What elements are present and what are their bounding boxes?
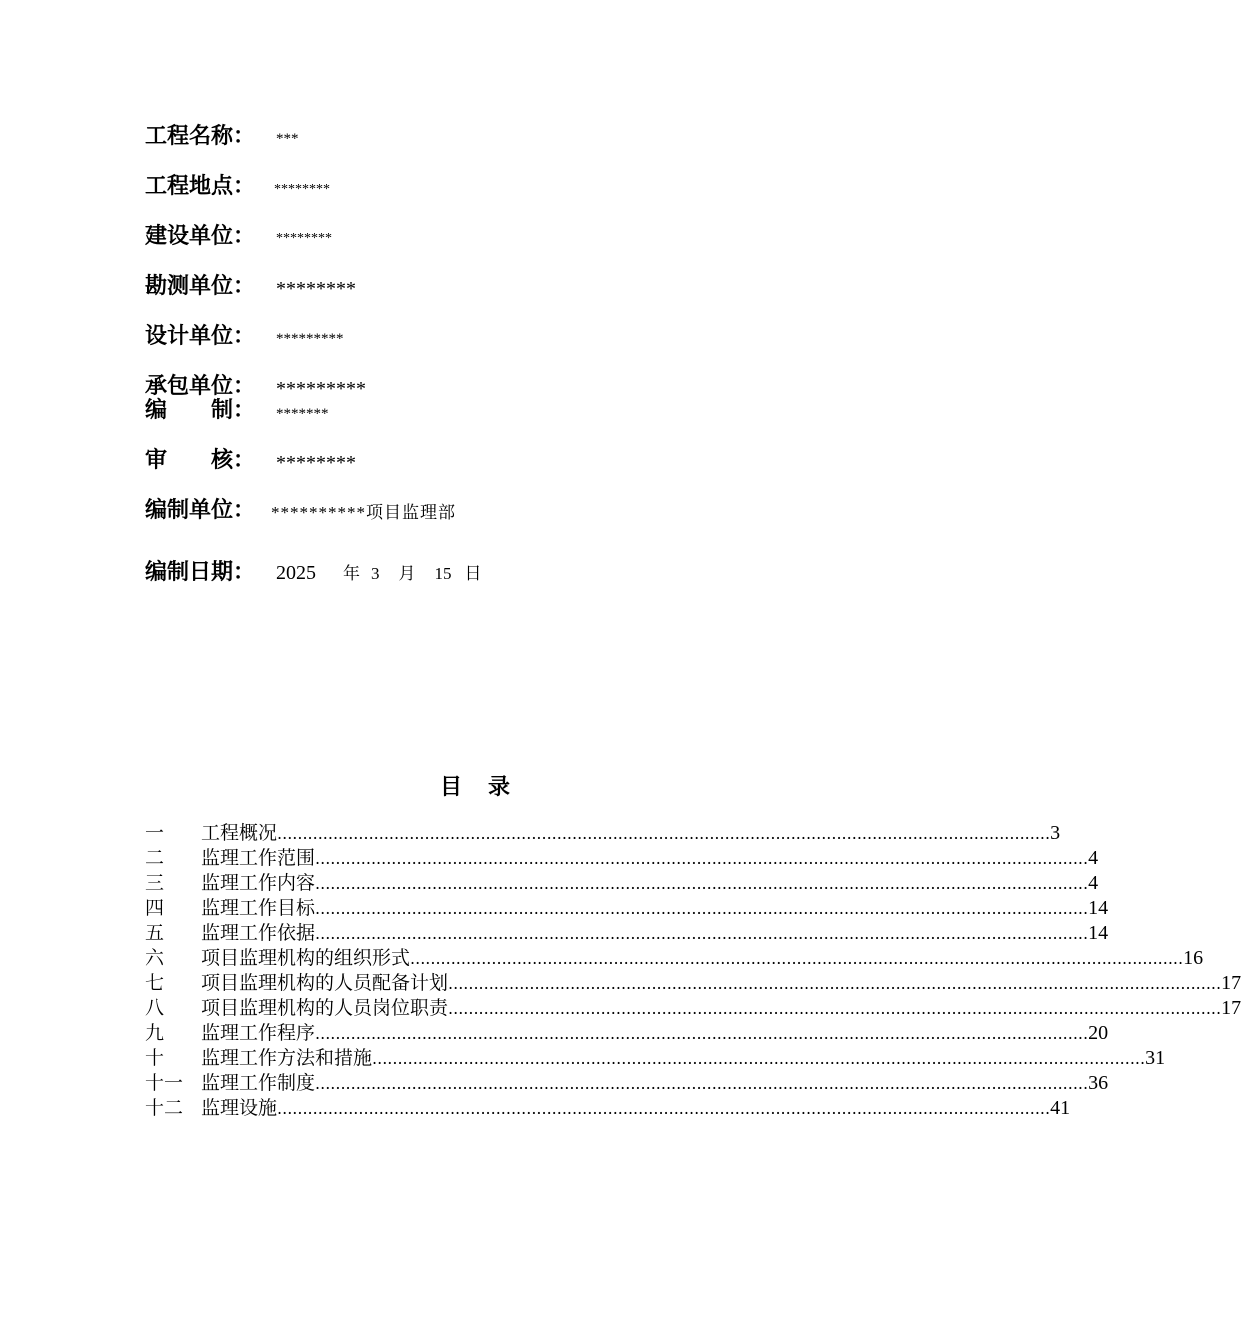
toc-item-number: 五	[145, 922, 165, 944]
toc-item-page: 16	[1183, 947, 1204, 969]
project-name-label: 工程名称：	[145, 124, 256, 149]
contractor-value: *********	[276, 378, 366, 400]
compile-date-label: 编制日期：	[145, 560, 256, 585]
date-day-unit: 日	[464, 564, 482, 583]
toc-item-page: 4	[1088, 872, 1099, 894]
toc-item-page: 20	[1088, 1022, 1109, 1044]
survey-unit-label: 勘测单位：	[145, 274, 256, 299]
toc-leader-dots: ........................................................................................................................................................	[315, 1074, 1089, 1093]
toc-item[interactable]	[145, 846, 1099, 871]
toc-item[interactable]	[145, 821, 1061, 846]
toc-leader-dots: ........................................................................................................................................................	[410, 949, 1184, 968]
toc-item[interactable]	[145, 996, 1241, 1021]
toc-item-page: 31	[1145, 1047, 1166, 1069]
toc-item-page: 17	[1221, 972, 1241, 994]
toc-item[interactable]	[145, 1046, 1166, 1071]
toc-item-title: 监理工作方法和措施	[201, 1047, 373, 1069]
project-location-value: ********	[274, 182, 330, 197]
client-label: 建设单位：	[145, 224, 256, 249]
toc-leader-dots: ........................................................................................................................................................	[315, 899, 1089, 918]
date-day: 15	[434, 564, 452, 583]
toc-item-page: 3	[1050, 822, 1061, 844]
date-month-unit: 月	[398, 564, 416, 583]
toc-leader-dots: ........................................................................................................................................................	[315, 924, 1089, 943]
toc-item[interactable]	[145, 1071, 1109, 1096]
toc-item-title: 项目监理机构的人员岗位职责	[201, 997, 449, 1019]
project-location-label: 工程地点：	[145, 174, 256, 199]
compile-date-value	[276, 560, 482, 587]
toc-item-page: 14	[1088, 897, 1109, 919]
toc-list	[145, 821, 1241, 1121]
toc-item-number: 六	[145, 947, 165, 969]
toc-title: 目录	[439, 774, 536, 800]
toc-item[interactable]	[145, 1096, 1071, 1121]
toc-item-title: 监理工作内容	[201, 872, 316, 894]
compiling-unit-label: 编制单位：	[145, 498, 256, 523]
toc-item[interactable]	[145, 921, 1109, 946]
toc-item-number: 七	[145, 972, 165, 994]
date-year-unit: 年	[343, 564, 360, 583]
toc-leader-dots: ........................................................................................................................................................	[277, 824, 1051, 843]
toc-item[interactable]	[145, 896, 1109, 921]
toc-item[interactable]	[145, 1021, 1109, 1046]
toc-item-page: 14	[1088, 922, 1109, 944]
toc-item-title: 监理工作依据	[201, 922, 316, 944]
toc-item-page: 41	[1050, 1097, 1071, 1119]
toc-item-page: 36	[1088, 1072, 1109, 1094]
design-unit-label: 设计单位：	[145, 324, 256, 349]
toc-leader-dots: ........................................................................................................................................................	[372, 1049, 1146, 1068]
toc-item-number: 一	[145, 822, 165, 844]
toc-item-title: 监理工作制度	[201, 1072, 316, 1094]
date-year: 2025	[276, 562, 316, 584]
toc-item[interactable]	[145, 971, 1241, 996]
compiling-unit-value: **********项目监理部	[271, 503, 456, 522]
toc-leader-dots: ........................................................................................................................................................	[277, 1099, 1051, 1118]
toc-item-number: 八	[145, 997, 165, 1019]
reviewer-label: 审 核：	[145, 448, 256, 473]
toc-item-page: 17	[1221, 997, 1241, 1019]
toc-leader-dots: ........................................................................................................................................................	[315, 849, 1089, 868]
toc-item[interactable]	[145, 946, 1204, 971]
reviewer-value: ********	[276, 452, 356, 474]
survey-unit-value: ********	[276, 278, 356, 300]
compiler-label: 编 制：	[145, 398, 256, 423]
toc-item-number: 十二	[145, 1097, 184, 1119]
client-value: ********	[276, 231, 332, 246]
date-month: 3	[371, 564, 380, 583]
toc-leader-dots: ........................................................................................................................................................	[448, 999, 1222, 1018]
toc-item-number: 二	[145, 847, 165, 869]
toc-item-number: 三	[145, 872, 165, 894]
toc-item-number: 十一	[145, 1072, 184, 1094]
toc-item-number: 四	[145, 897, 165, 919]
toc-item-page: 4	[1088, 847, 1099, 869]
toc-item-title: 监理工作程序	[201, 1022, 316, 1044]
toc-item[interactable]	[145, 871, 1099, 896]
toc-leader-dots: ........................................................................................................................................................	[448, 974, 1222, 993]
toc-item-title: 监理设施	[201, 1097, 278, 1119]
toc-item-number: 十	[145, 1047, 165, 1069]
toc-item-number: 九	[145, 1022, 165, 1044]
toc-item-title: 工程概况	[201, 822, 278, 844]
toc-item-title: 监理工作范围	[201, 847, 316, 869]
contractor-label: 承包单位：	[145, 374, 256, 399]
toc-leader-dots: ........................................................................................................................................................	[315, 874, 1089, 893]
toc-item-title: 项目监理机构的组织形式	[201, 947, 411, 969]
toc-leader-dots: ........................................................................................................................................................	[315, 1024, 1089, 1043]
compiler-value: *******	[276, 406, 329, 422]
project-name-value: ***	[276, 131, 299, 147]
toc-item-title: 监理工作目标	[201, 897, 316, 919]
toc-item-title: 项目监理机构的人员配备计划	[201, 972, 449, 994]
design-unit-value: *********	[276, 331, 344, 347]
